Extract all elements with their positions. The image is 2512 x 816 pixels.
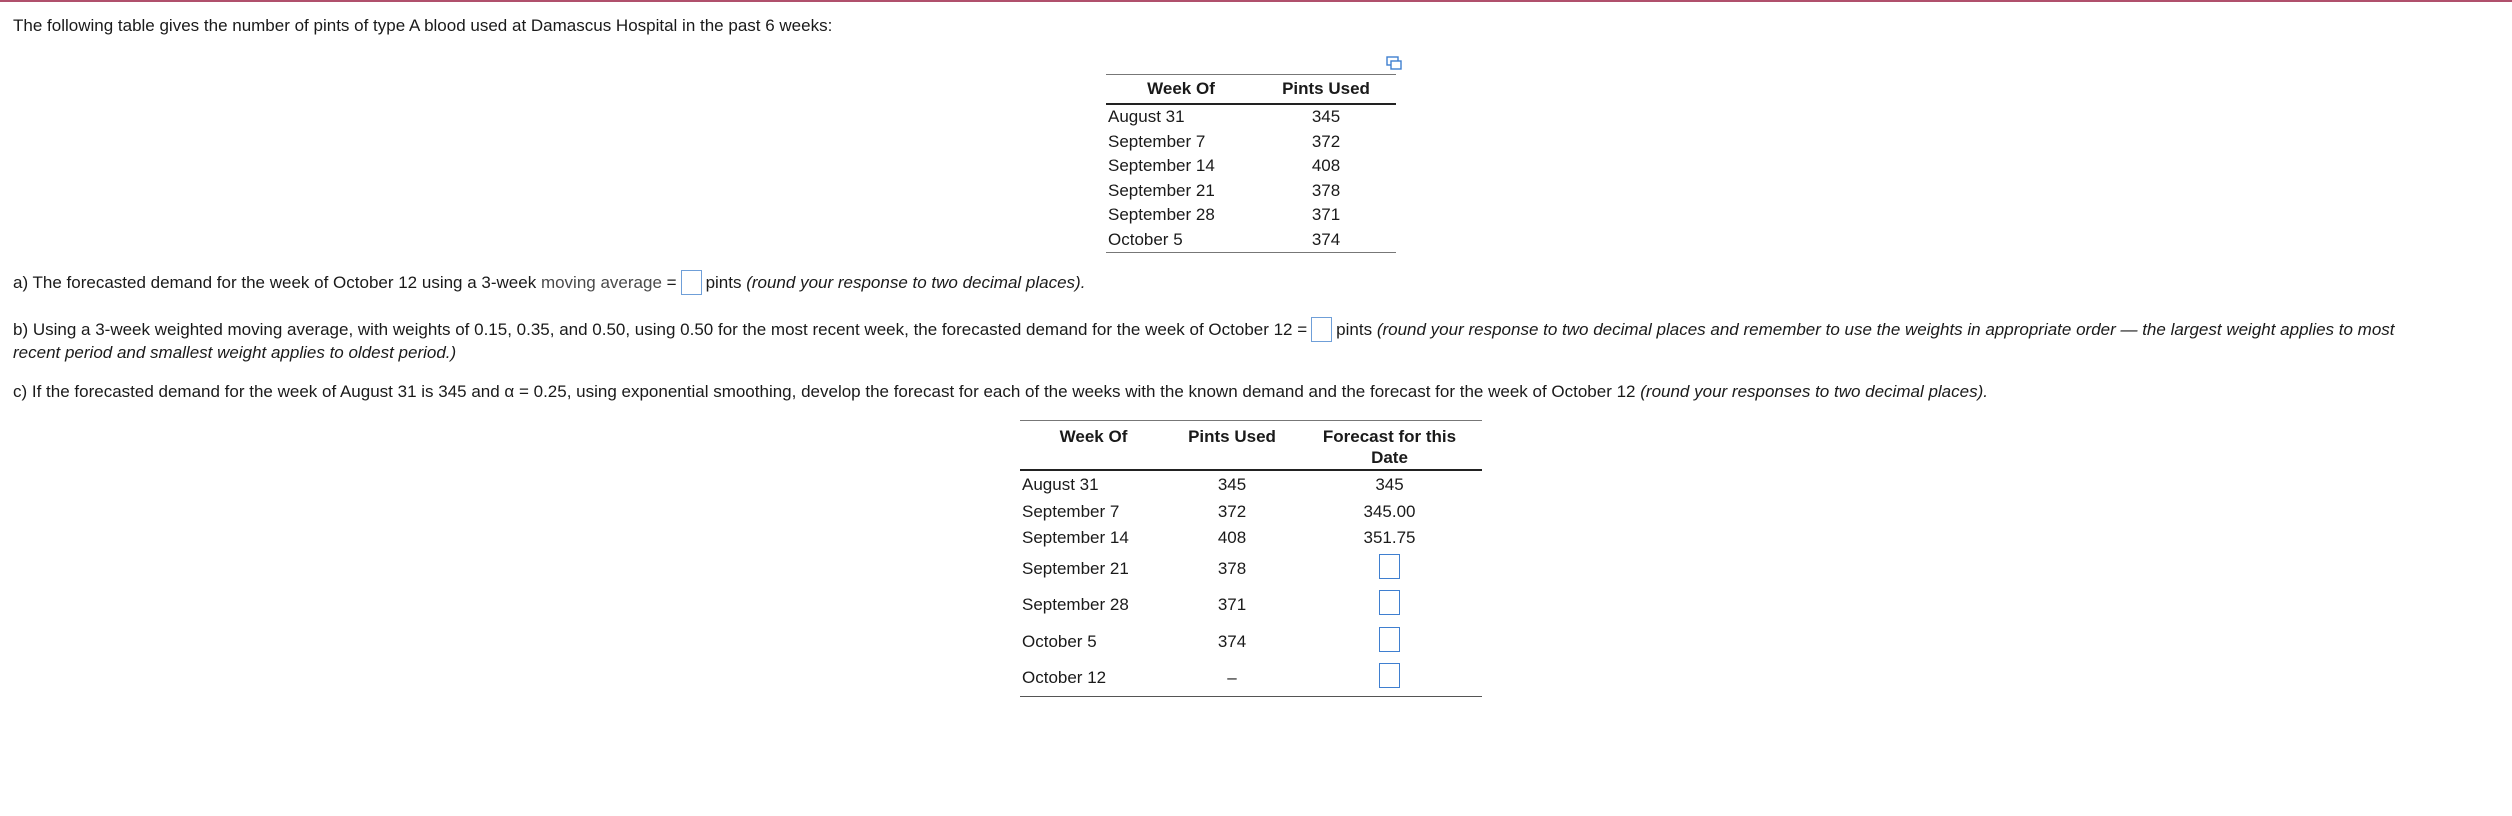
pints-cell: 408	[1311, 156, 1341, 176]
table-row	[1106, 203, 1396, 228]
forecast-cell: 351.75	[1363, 528, 1416, 547]
column-header-week: Week Of	[1059, 427, 1128, 446]
table-row	[1020, 499, 1482, 525]
column-header-pints: Pints Used	[1282, 79, 1370, 98]
part-c-question	[13, 380, 1988, 404]
week-cell: October 5	[1022, 631, 1097, 651]
week-cell: September 7	[1022, 502, 1120, 521]
pints-cell: 378	[1217, 559, 1247, 578]
part-c-hint: (round your responses to two decimal places).	[1640, 382, 1988, 401]
part-a-equals: =	[661, 273, 677, 292]
table-header-row	[1106, 75, 1396, 105]
table-row	[1106, 228, 1396, 253]
column-header-pints: Pints Used	[1188, 427, 1276, 446]
blood-usage-table	[1106, 74, 1396, 253]
part-c-text: c) If the forecasted demand for the week of August 31 is 345 and α = 0.25, using exponential smoothing, develop the forecast for each of the weeks with the known demand and the forecast for the week of October 12	[13, 382, 1641, 401]
forecast-cell	[1297, 554, 1482, 584]
part-b-hint-line1: (round your response to two decimal places and remember to use the weights in appropriate order — the largest weight applies to most	[1376, 320, 2395, 339]
pints-cell: 378	[1311, 180, 1341, 200]
week-cell: October 5	[1108, 229, 1183, 249]
forecast-input-october-5[interactable]	[1379, 627, 1400, 652]
part-a-unit: pints	[705, 273, 747, 292]
part-b-question	[13, 317, 2395, 342]
table-row	[1106, 105, 1396, 130]
week-cell: September 7	[1108, 131, 1206, 151]
table-row	[1106, 130, 1396, 155]
pints-cell: 408	[1217, 528, 1247, 547]
table-row	[1020, 623, 1482, 660]
part-b-unit: pints	[1336, 320, 1377, 339]
table-row	[1020, 525, 1482, 551]
week-cell: September 28	[1022, 595, 1129, 614]
part-a-prefix: a) The forecasted demand for the week of October 12 using a 3-week	[13, 273, 541, 292]
forecast-cell	[1297, 663, 1482, 693]
column-header-forecast	[1297, 426, 1482, 468]
week-cell: September 21	[1108, 180, 1215, 200]
pints-cell: 372	[1217, 502, 1247, 521]
forecast-cell: 345.00	[1363, 502, 1416, 521]
forecast-input-october-12[interactable]	[1379, 663, 1400, 688]
table-row	[1020, 660, 1482, 696]
table-row	[1020, 587, 1482, 623]
forecast-input-september-28[interactable]	[1379, 590, 1400, 615]
exponential-smoothing-table	[1020, 420, 1482, 697]
table-row	[1106, 154, 1396, 179]
copy-table-icon[interactable]	[1386, 56, 1402, 70]
pints-cell: –	[1227, 668, 1237, 687]
forecast-cell: 345	[1375, 475, 1404, 494]
pints-cell: 371	[1217, 595, 1247, 614]
table-row	[1020, 471, 1482, 499]
part-a-question	[13, 270, 1085, 295]
week-cell: September 21	[1022, 559, 1129, 578]
week-cell: October 12	[1022, 668, 1107, 687]
part-b-prefix: b) Using a 3-week weighted moving average, with weights of 0.15, 0.35, and 0.50, using 0.50 for the most recent week, the forecasted demand for the week of October 12 =	[13, 320, 1308, 339]
part-b-hint-line2: recent period and smallest weight applies to oldest period.)	[13, 343, 457, 362]
week-cell: September 14	[1022, 528, 1129, 547]
weighted-average-answer-input[interactable]	[1311, 317, 1332, 342]
forecast-input-september-21[interactable]	[1379, 554, 1400, 579]
column-header-week: Week Of	[1147, 79, 1215, 98]
forecast-header-line1: Forecast for this	[1322, 427, 1457, 446]
table-header-row	[1020, 421, 1482, 471]
pints-cell: 374	[1217, 631, 1247, 651]
forecast-header-line2: Date	[1371, 448, 1408, 467]
top-accent-rule	[0, 0, 2512, 2]
moving-average-answer-input[interactable]	[681, 270, 702, 295]
week-cell: September 14	[1108, 156, 1215, 176]
forecast-cell	[1297, 590, 1482, 620]
pints-cell: 371	[1311, 205, 1341, 225]
pints-cell: 345	[1217, 475, 1247, 494]
table-row	[1106, 179, 1396, 204]
part-b-hint-continuation	[13, 341, 456, 365]
intro-sentence: The following table gives the number of pints of type A blood used at Damascus Hospital in the past 6 weeks:	[13, 16, 833, 35]
pints-cell: 345	[1311, 107, 1341, 127]
pints-cell: 372	[1311, 131, 1341, 151]
part-a-hint: (round your response to two decimal places).	[746, 273, 1086, 292]
moving-average-term[interactable]: moving average	[540, 273, 662, 292]
week-cell: September 28	[1108, 205, 1215, 225]
week-cell: August 31	[1022, 475, 1099, 494]
forecast-cell	[1297, 627, 1482, 657]
pints-cell: 374	[1311, 229, 1341, 249]
intro-text	[13, 14, 832, 38]
week-cell: August 31	[1108, 107, 1185, 127]
table-row	[1020, 551, 1482, 587]
